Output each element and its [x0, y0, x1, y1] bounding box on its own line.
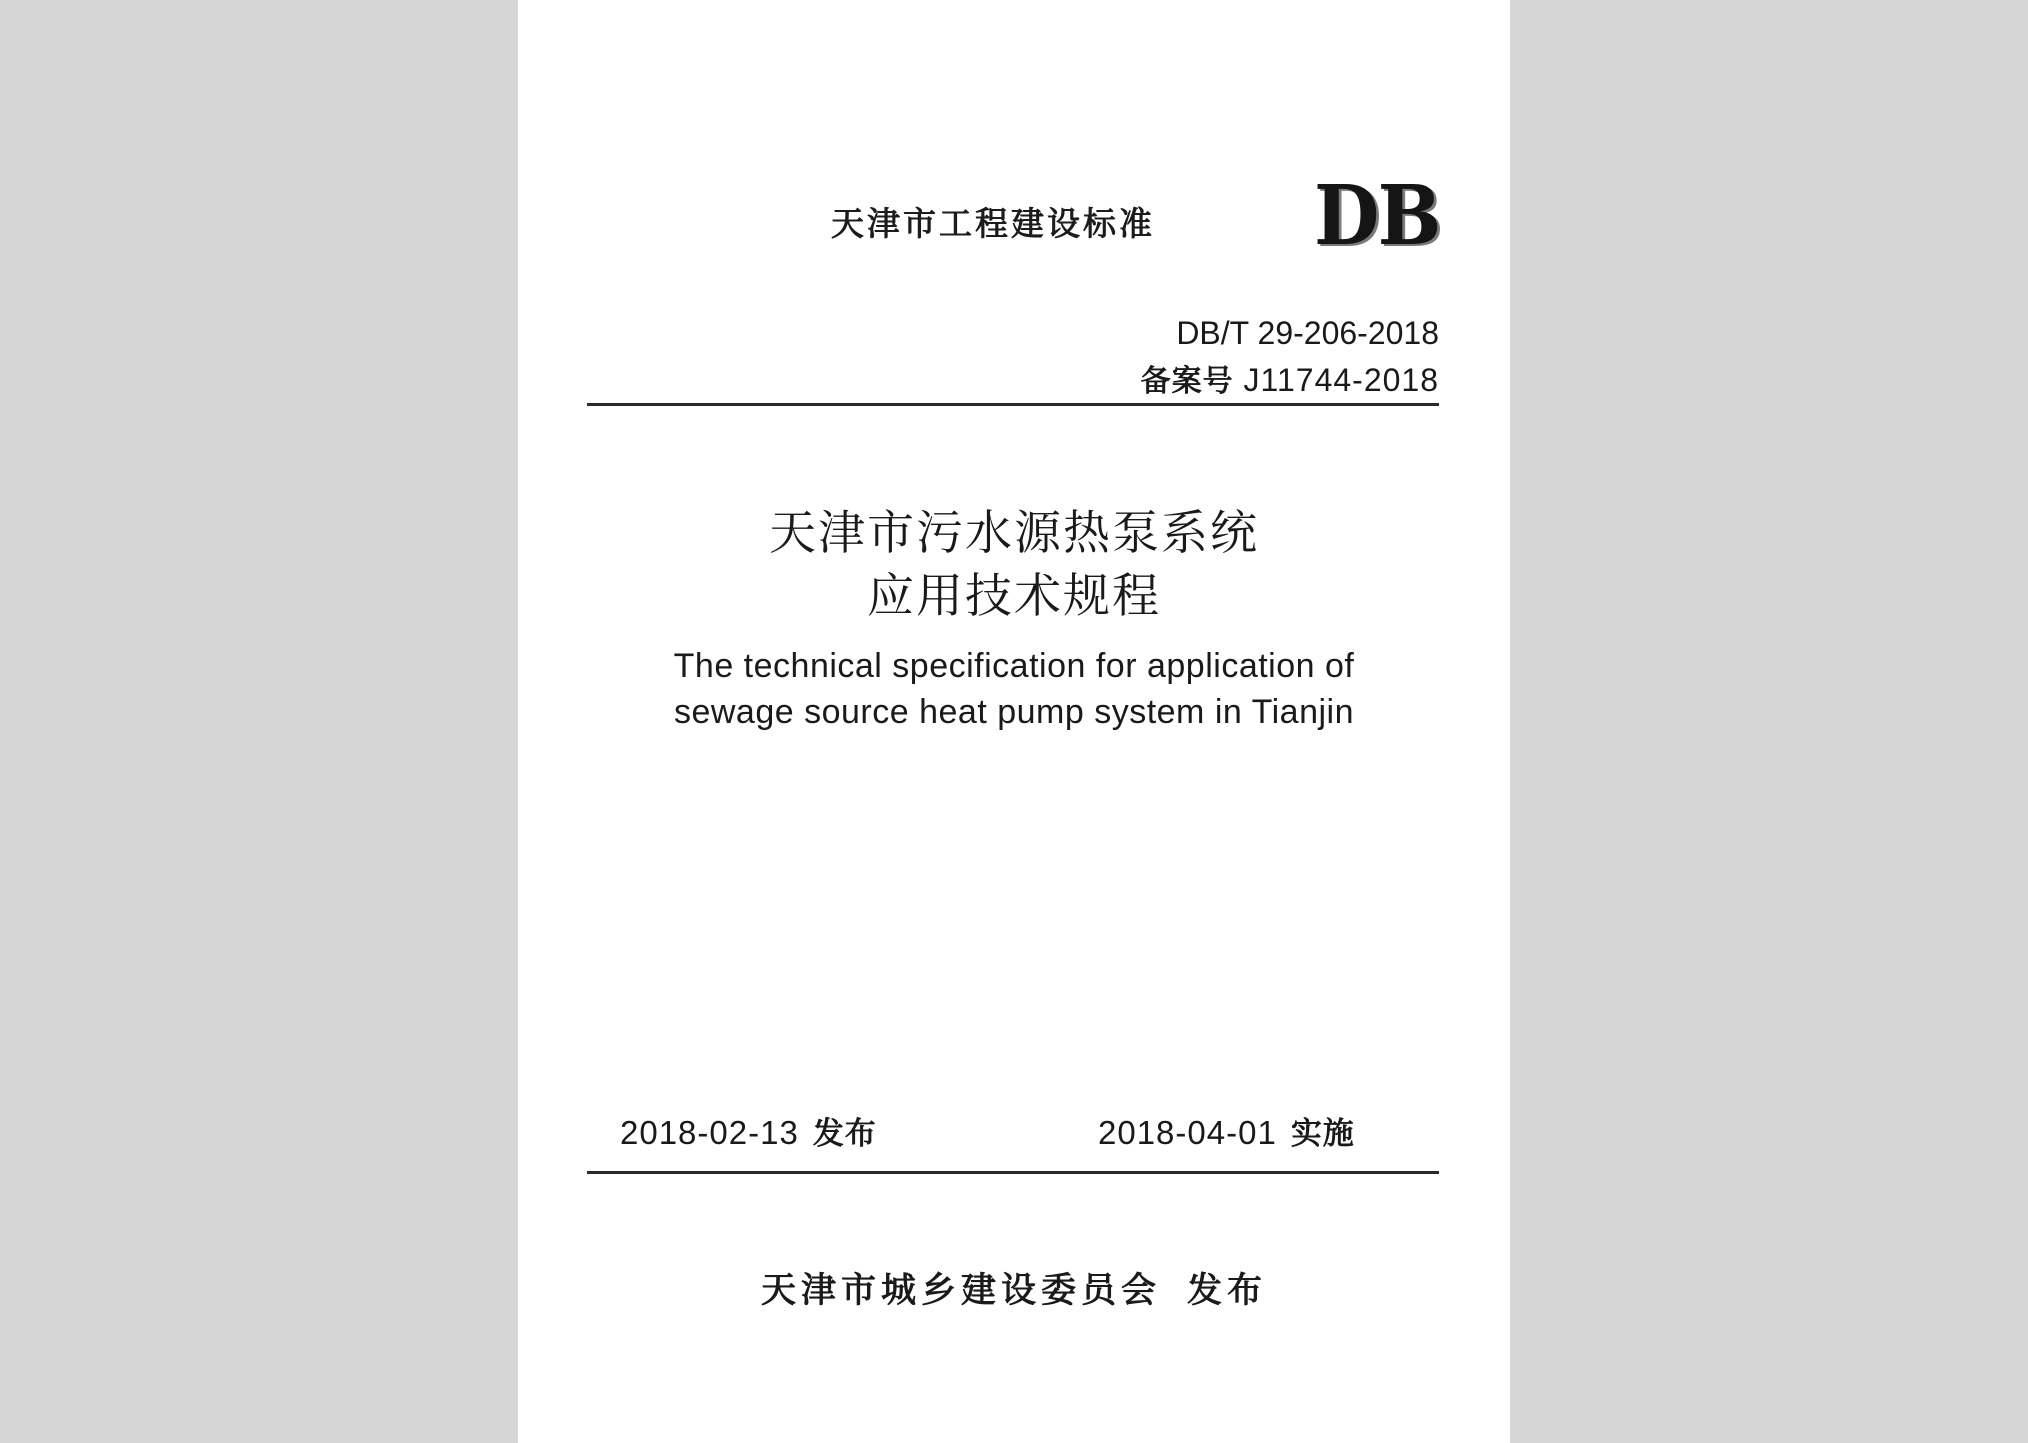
- issue-date: [620, 1108, 877, 1153]
- title-english-line-2: sewage source heat pump system in Tianjin: [673, 693, 1355, 731]
- title-chinese-line-2: 应用技术规程: [867, 569, 1161, 624]
- title-english-line-1: The technical specification for application of: [673, 647, 1355, 685]
- record-number-label: 备案号: [1140, 364, 1234, 399]
- bottom-divider: [587, 1171, 1439, 1174]
- title-chinese-line-1: 天津市污水源热泵系统: [769, 506, 1259, 561]
- publisher-label: 发布: [1187, 1271, 1268, 1311]
- issue-date-label: 发布: [812, 1116, 877, 1152]
- db-logo: DB: [1314, 168, 1440, 264]
- publisher: [518, 1263, 1510, 1313]
- publisher-name: 天津市城乡建设委员会: [760, 1271, 1161, 1311]
- record-number-value: J11744-2018: [1243, 362, 1439, 398]
- effective-date: [1098, 1108, 1355, 1153]
- record-number: [1141, 356, 1439, 400]
- effective-date-value: 2018-04-01: [1098, 1114, 1277, 1151]
- document-page: [518, 0, 1510, 1443]
- effective-date-label: 实施: [1290, 1116, 1355, 1152]
- issue-date-value: 2018-02-13: [620, 1114, 799, 1151]
- top-divider: [587, 403, 1439, 406]
- standard-series-label: 天津市工程建设标准: [831, 204, 1155, 243]
- standard-number: DB/T 29-206-2018: [1176, 315, 1439, 351]
